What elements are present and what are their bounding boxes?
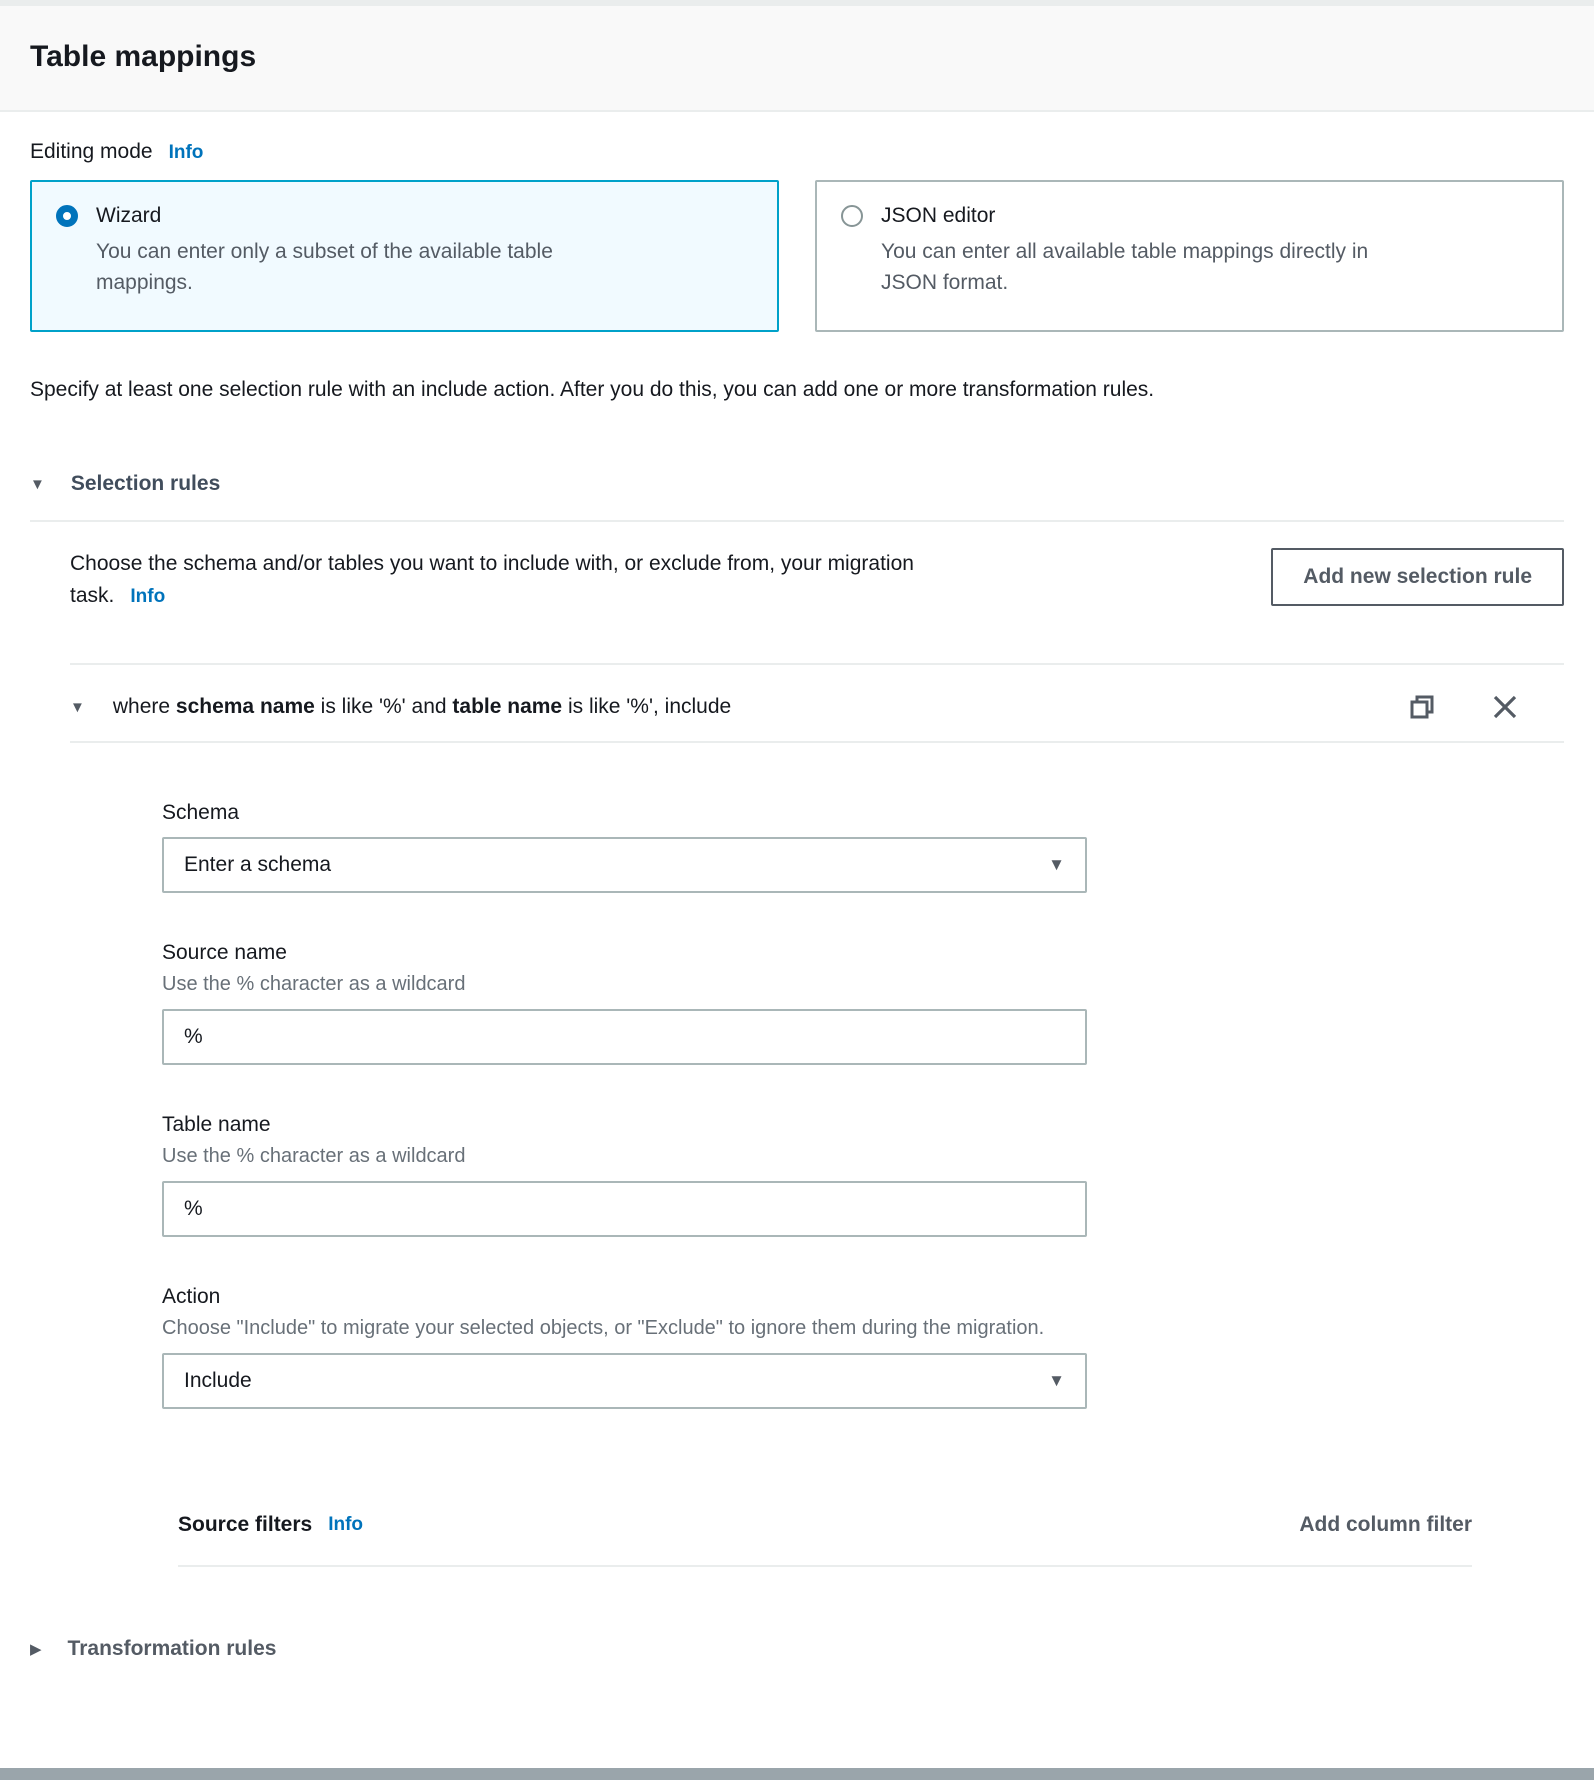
add-selection-rule-button[interactable]: Add new selection rule: [1271, 548, 1564, 606]
table-name-input[interactable]: [162, 1181, 1087, 1237]
source-filters-info-link[interactable]: Info: [328, 1514, 364, 1535]
source-name-label: Source name: [162, 941, 287, 964]
add-column-filter-button[interactable]: Add column filter: [1299, 1513, 1472, 1536]
schema-select[interactable]: [162, 837, 1087, 893]
editing-mode-label: Editing mode: [30, 140, 153, 163]
action-label: Action: [162, 1285, 221, 1308]
selection-rules-info-link[interactable]: Info: [130, 586, 166, 607]
selection-rule-item: [70, 663, 1564, 1567]
table-name-label: Table name: [162, 1113, 271, 1136]
radio-selected-icon[interactable]: [56, 205, 78, 227]
json-editor-option-label: JSON editor: [881, 204, 996, 227]
triangle-right-icon: ▶: [30, 1640, 42, 1658]
transformation-rules-section-header[interactable]: [30, 1637, 1564, 1661]
page-title: Table mappings: [30, 40, 257, 73]
selection-rules-title: Selection rules: [70, 472, 221, 495]
selection-rules-section-header[interactable]: [30, 472, 1564, 496]
page-header: [0, 6, 1594, 112]
source-name-hint: Use the % character as a wildcard: [162, 973, 466, 995]
json-editor-option-description: You can enter all available table mappings directly in JSON format.: [881, 240, 1369, 294]
transformation-rules-title: Transformation rules: [67, 1637, 277, 1660]
radio-unselected-icon[interactable]: [841, 205, 863, 227]
rule-expand-triangle-icon[interactable]: ▼: [70, 698, 85, 716]
rule-summary: where schema name is like '%' and table name is like '%', include: [112, 695, 732, 718]
table-name-hint: Use the % character as a wildcard: [162, 1145, 466, 1167]
radio-card-json-editor[interactable]: [815, 180, 1564, 332]
intro-text: Specify at least one selection rule with an include action. After you do this, you can add one or more transformation rules.: [30, 378, 1155, 401]
schema-label: Schema: [162, 801, 240, 824]
bottom-scrollbar[interactable]: [0, 1768, 1594, 1780]
dropdown-caret-icon: ▼: [1048, 1371, 1065, 1390]
radio-card-wizard[interactable]: [30, 180, 779, 332]
editing-mode-info-link[interactable]: Info: [168, 142, 204, 163]
action-hint: Choose "Include" to migrate your selected objects, or "Exclude" to ignore them during the migration.: [162, 1317, 1045, 1339]
divider: [178, 1565, 1472, 1567]
action-select-value: Include: [184, 1369, 252, 1392]
source-name-input[interactable]: [162, 1009, 1087, 1065]
remove-rule-icon[interactable]: [1490, 692, 1520, 722]
triangle-down-icon: ▼: [30, 475, 45, 493]
source-filters-title: Source filters: [178, 1513, 313, 1536]
dropdown-caret-icon: ▼: [1048, 855, 1065, 874]
action-select[interactable]: [162, 1353, 1087, 1409]
schema-select-value: Enter a schema: [184, 853, 332, 876]
wizard-option-label: Wizard: [96, 204, 162, 227]
copy-rule-icon[interactable]: [1406, 691, 1438, 723]
wizard-option-description: You can enter only a subset of the available table mappings.: [96, 240, 553, 294]
selection-rules-description: Choose the schema and/or tables you want to include with, or exclude from, your migration task. Info: [70, 552, 914, 607]
